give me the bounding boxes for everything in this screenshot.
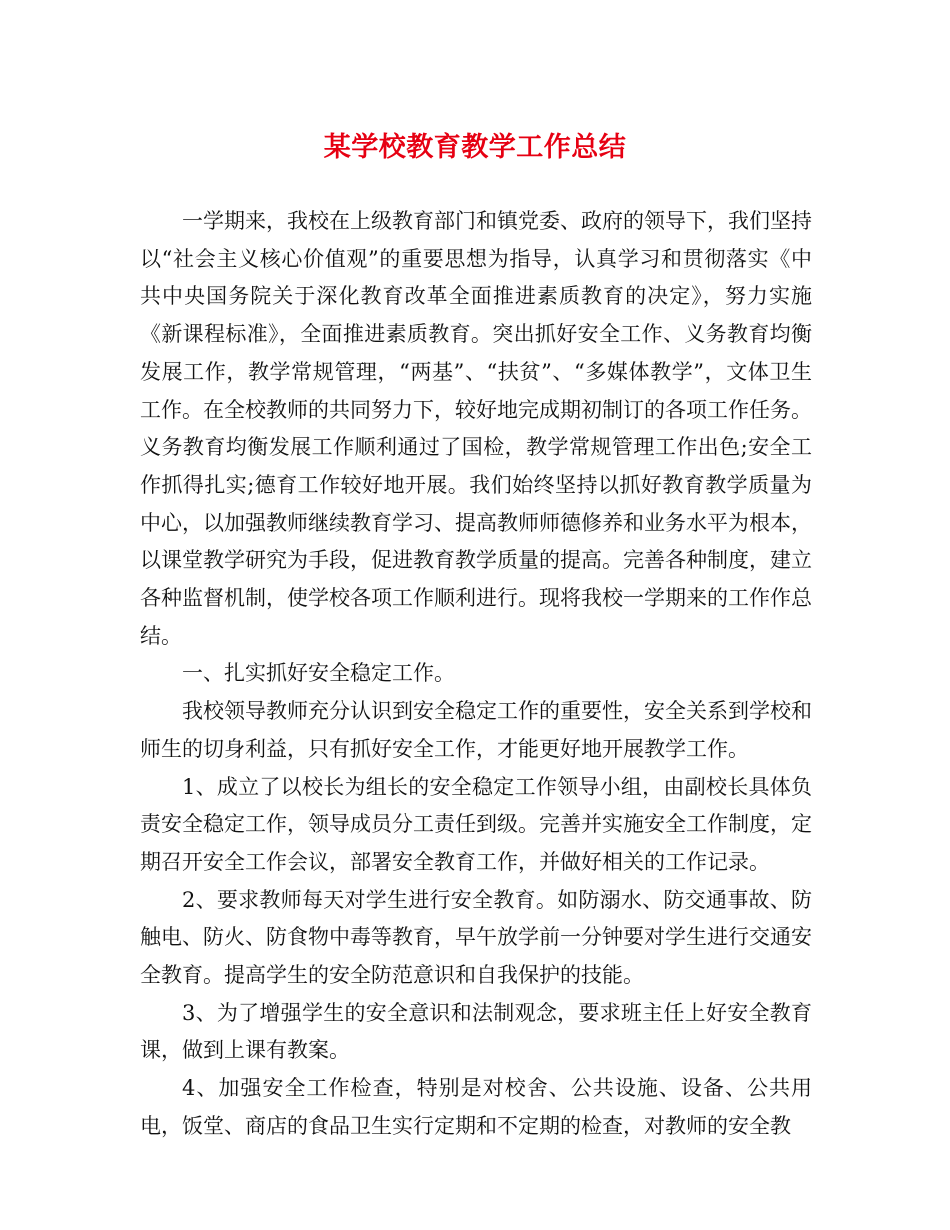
paragraph-item-4: 4、加强安全工作检查，特别是对校舍、公共设施、设备、公共用电，饭堂、商店的食品卫生实行定期和不定期的检查，对教师的安全教 [140, 1076, 812, 1138]
paragraph-safety-importance: 我校领导教师充分认识到安全稳定工作的重要性，安全关系到学校和师生的切身利益，只有抓好安全工作，才能更好地开展教学工作。 [140, 699, 812, 761]
document-body [140, 203, 812, 1146]
paragraph-intro: 一学期来，我校在上级教育部门和镇党委、政府的领导下，我们坚持以“社会主义核心价值观”的重要思想为指导，认真学习和贯彻落实《中共中央国务院关于深化教育改革全面推进素质教育的决定》，努力实施《新课程标准》，全面推进素质教育。突出抓好安全工作、义务教育均衡发展工作，教学常规管理，“两基”、“扶贫”、“多媒体教学”，文体卫生工作。在全校教师的共同努力下，较好地完成期初制订的各项工作任务。义务教育均衡发展工作顺利通过了国检，教学常规管理工作出色;安全工作抓得扎实;德育工作较好地开展。我们始终坚持以抓好教育教学质量为中心，以加强教师继续教育学习、提高教师师德修养和业务水平为根本，以课堂教学研究为手段，促进教育教学质量的提高。完善各种制度，建立各种监督机制，使学校各项工作顺利进行。现将我校一学期来的工作作总结。 [140, 209, 812, 648]
paragraph-item-1: 1、成立了以校长为组长的安全稳定工作领导小组，由副校长具体负责安全稳定工作，领导成员分工责任到级。完善并实施安全工作制度，定期召开安全工作会议，部署安全教育工作，并做好相关的工作记录。 [140, 774, 812, 874]
paragraph-item-3: 3、为了增强学生的安全意识和法制观念，要求班主任上好安全教育课，做到上课有教案。 [140, 1000, 812, 1063]
section-heading-safety: 一、扎实抓好安全稳定工作。 [182, 661, 455, 686]
paragraph-item-2: 2、要求教师每天对学生进行安全教育。如防溺水、防交通事故、防触电、防火、防食物中毒等教育，早午放学前一分钟要对学生进行交通安全教育。提高学生的安全防范意识和自我保护的技能。 [140, 887, 812, 988]
document-title: 某学校教育教学工作总结 [323, 132, 627, 163]
